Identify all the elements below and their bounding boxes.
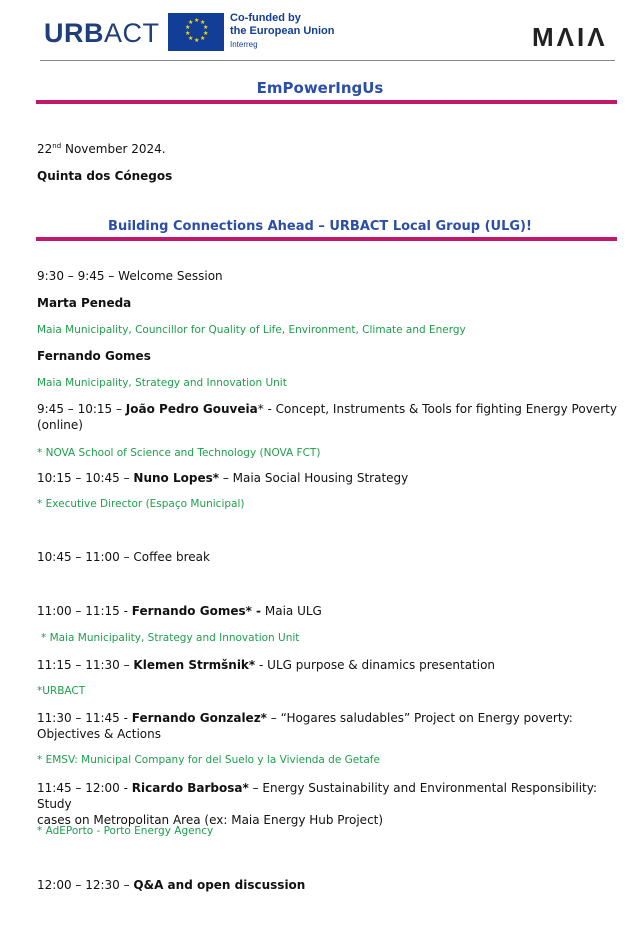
session-item: 9:45 – 10:15 – João Pedro Gouveia* - Concept, Instruments & Tools for fighting Energy Poverty (online): [37, 402, 617, 432]
page-header: [0, 0, 640, 62]
svg-text:★: ★: [200, 19, 206, 26]
svg-text:★: ★: [185, 24, 191, 31]
session-coffee-break: 10:45 – 11:00 – Coffee break: [37, 550, 210, 564]
speaker-affiliation: * Executive Director (Espaço Municipal): [37, 498, 245, 510]
eu-cofunded-label: Co-funded by the European Union Interreg: [230, 12, 335, 49]
svg-text:★: ★: [188, 19, 194, 26]
speaker-affiliation: *URBACT: [37, 685, 86, 697]
session-item: 11:00 – 11:15 - Fernando Gomes* - Maia ULG: [37, 604, 322, 618]
event-venue: Quinta dos Cónegos: [37, 169, 173, 183]
header-divider: [40, 60, 615, 61]
eu-flag-icon: [168, 13, 224, 51]
svg-text:★: ★: [194, 17, 200, 24]
maia-logo: MΛIΛ: [532, 22, 608, 52]
urbact-logo: URBACT: [44, 18, 160, 48]
session-item: 11:45 – 12:00 - Ricardo Barbosa* – Energy Sustainability and Environmental Responsibility: Study cases on Metropolitan Area (ex: Maia Energy Hub Project): [37, 781, 597, 827]
section-divider: [36, 237, 617, 241]
session-item: 10:15 – 10:45 – Nuno Lopes* – Maia Social Housing Strategy: [37, 471, 409, 485]
speaker-affiliation: * EMSV: Municipal Company for del Suelo y la Vivienda de Getafe: [37, 754, 380, 766]
speaker-name: Fernando Gomes: [37, 349, 151, 363]
session-item: 11:15 – 11:30 – Klemen Strmšnik* - ULG purpose & dinamics presentation: [37, 658, 496, 672]
svg-text:★: ★: [185, 30, 191, 37]
speaker-affiliation: * AdEPorto - Porto Energy Agency: [37, 825, 214, 837]
speaker-affiliation: * NOVA School of Science and Technology (NOVA FCT): [37, 447, 321, 459]
session-welcome-time: 9:30 – 9:45 – Welcome Session: [37, 269, 223, 283]
section-heading: Building Connections Ahead – URBACT Local Group (ULG)!: [108, 219, 532, 234]
title-divider: [36, 100, 617, 104]
svg-text:★: ★: [203, 24, 209, 31]
speaker-name: Marta Peneda: [37, 296, 132, 310]
session-item: 11:30 – 11:45 - Fernando Gonzalez* – “Hogares saludables” Project on Energy poverty: Objectives & Actions: [37, 711, 573, 741]
speaker-affiliation: Maia Municipality, Strategy and Innovation Unit: [37, 377, 287, 389]
svg-text:★: ★: [200, 35, 206, 42]
svg-text:★: ★: [188, 35, 194, 42]
event-date: 22nd November 2024.: [37, 142, 166, 156]
svg-text:★: ★: [203, 30, 209, 37]
svg-text:★: ★: [194, 37, 200, 44]
page-title: EmPowerIngUs: [256, 79, 384, 97]
speaker-affiliation: Maia Municipality, Councillor for Quality of Life, Environment, Climate and Energy: [37, 324, 466, 336]
session-qa: 12:00 – 12:30 – Q&A and open discussion: [37, 878, 306, 892]
speaker-affiliation: * Maia Municipality, Strategy and Innovation Unit: [41, 632, 300, 644]
